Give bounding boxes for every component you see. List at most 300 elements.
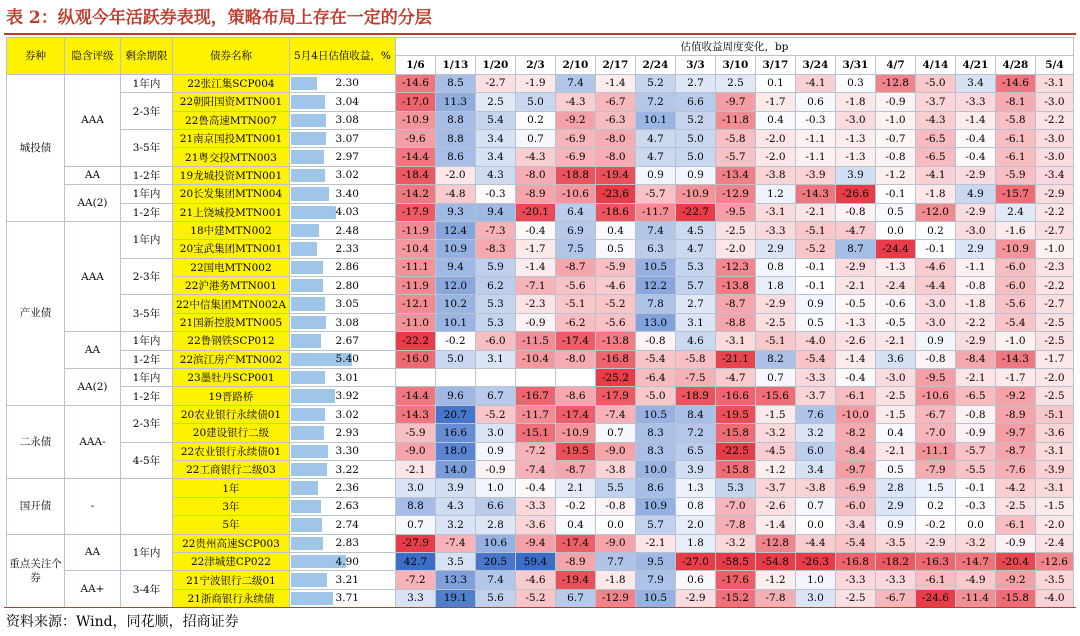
weekly-change-cell: 2.8: [875, 479, 915, 497]
weekly-change-cell: -7.8: [755, 589, 795, 607]
weekly-change-cell: -0.1: [795, 258, 835, 276]
yield-bar: [291, 500, 321, 513]
bond-name-cell: 20宝武集团MTN001: [173, 240, 290, 258]
rating-cell: AA(2): [65, 185, 121, 222]
yield-cell: [289, 111, 395, 129]
weekly-change-cell: -4.1: [915, 166, 955, 184]
yield-bar: [291, 316, 326, 329]
bond-name-cell: 22津城建CP022: [173, 552, 290, 570]
term-cell: 1-2年: [121, 387, 173, 405]
weekly-change-cell: 14.0: [435, 460, 475, 478]
yield-cell: [289, 405, 395, 423]
yield-value: 2.67: [335, 334, 359, 347]
weekly-change-cell: -16.6: [715, 387, 755, 405]
weekly-change-cell: -2.0: [435, 166, 475, 184]
table-row: [7, 74, 1074, 92]
yield-bar: [291, 169, 325, 182]
weekly-change-cell: -2.9: [915, 534, 955, 552]
term-cell: 1年内: [121, 221, 173, 258]
weekly-change-cell: -9.7: [835, 460, 875, 478]
weekly-change-cell: -9.5: [715, 203, 755, 221]
yield-bar: [291, 279, 323, 292]
yield-cell: [289, 516, 395, 534]
weekly-change-cell: -4.6: [915, 258, 955, 276]
weekly-change-cell: -0.5: [835, 295, 875, 313]
bond-name-cell: 20长发集团MTN004: [173, 185, 290, 203]
weekly-change-cell: -2.4: [875, 277, 915, 295]
weekly-change-cell: -12.3: [715, 258, 755, 276]
weekly-change-cell: -2.9: [955, 203, 995, 221]
weekly-change-cell: -0.9: [515, 313, 555, 331]
weekly-change-cell: -58.5: [715, 552, 755, 570]
weekly-change-cell: [555, 369, 595, 387]
weekly-change-cell: -2.9: [675, 589, 715, 607]
yield-value: 3.04: [335, 95, 359, 108]
weekly-change-cell: -22.5: [715, 442, 755, 460]
term-cell: 1-2年: [121, 203, 173, 221]
source-note: 资料来源：Wind，同花顺，招商证券: [6, 614, 239, 630]
weekly-change-cell: -5.9: [595, 258, 635, 276]
weekly-change-cell: 0.8: [755, 258, 795, 276]
yield-cell: [289, 203, 395, 221]
bond-name-cell: 5年: [173, 516, 290, 534]
weekly-change-cell: -19.5: [555, 442, 595, 460]
weekly-change-cell: 0.4: [595, 221, 635, 239]
weekly-change-cell: -23.6: [595, 185, 635, 203]
yield-cell: [289, 442, 395, 460]
yield-bar: [291, 481, 318, 494]
weekly-change-cell: -14.4: [395, 148, 435, 166]
weekly-change-cell: -1.7: [515, 240, 555, 258]
weekly-change-cell: -3.3: [835, 571, 875, 589]
weekly-change-cell: -5.8: [675, 350, 715, 368]
weekly-change-cell: -14.6: [995, 74, 1035, 92]
weekly-change-cell: -17.4: [555, 534, 595, 552]
weekly-change-cell: 3.2: [795, 424, 835, 442]
weekly-change-cell: -17.0: [395, 93, 435, 111]
weekly-change-cell: 8.2: [755, 350, 795, 368]
weekly-change-cell: -2.9: [1035, 185, 1073, 203]
weekly-change-cell: -3.3: [875, 571, 915, 589]
weekly-change-cell: -0.8: [955, 277, 995, 295]
rating-cell: AA: [65, 332, 121, 369]
weekly-change-cell: -2.1: [635, 534, 675, 552]
yield-value: 3.08: [335, 316, 359, 329]
weekly-change-cell: -1.8: [955, 295, 995, 313]
yield-cell: [289, 295, 395, 313]
weekly-change-cell: -1.2: [875, 166, 915, 184]
weekly-change-cell: -17.4: [555, 405, 595, 423]
weekly-change-cell: -1.7: [995, 369, 1035, 387]
yield-value: 2.63: [335, 500, 359, 513]
term-cell: 4-5年: [121, 442, 173, 479]
weekly-change-cell: -9.4: [515, 534, 555, 552]
weekly-change-cell: -6.2: [555, 313, 595, 331]
weekly-change-cell: 9.4: [475, 203, 515, 221]
weekly-change-cell: -19.4: [595, 166, 635, 184]
weekly-change-cell: -3.0: [875, 369, 915, 387]
week-header: 5/4: [1035, 56, 1073, 74]
weekly-change-cell: -1.2: [755, 571, 795, 589]
yield-value: 3.07: [335, 132, 359, 145]
bond-name-cell: 21南京国投MTN001: [173, 129, 290, 147]
weekly-change-cell: -5.6: [995, 295, 1035, 313]
yield-bar: [291, 150, 324, 163]
weekly-change-cell: -14.3: [995, 350, 1035, 368]
weekly-change-cell: 6.9: [555, 221, 595, 239]
weekly-change-cell: 5.2: [635, 74, 675, 92]
weekly-change-cell: 8.7: [835, 240, 875, 258]
term-cell: 2-3年: [121, 405, 173, 442]
weekly-change-cell: -2.7: [475, 74, 515, 92]
weekly-change-cell: 3.0: [475, 424, 515, 442]
weekly-change-cell: -54.8: [755, 552, 795, 570]
weekly-change-cell: 5.0: [675, 148, 715, 166]
weekly-change-cell: -1.0: [875, 111, 915, 129]
weekly-change-cell: -7.9: [915, 460, 955, 478]
yield-bar: [291, 77, 317, 90]
weekly-change-cell: -3.2: [715, 534, 755, 552]
weekly-change-cell: -9.0: [395, 442, 435, 460]
weekly-change-cell: -2.2: [1035, 111, 1073, 129]
weekly-change-cell: -17.9: [395, 203, 435, 221]
weekly-change-cell: 3.1: [475, 350, 515, 368]
weekly-change-cell: -0.2: [435, 332, 475, 350]
weekly-change-cell: 0.9: [915, 332, 955, 350]
weekly-change-cell: 1.8: [755, 277, 795, 295]
weekly-change-cell: 8.4: [675, 405, 715, 423]
yield-value: 2.83: [335, 537, 359, 550]
weekly-change-cell: 1.0: [795, 571, 835, 589]
weekly-change-cell: 3.4: [475, 148, 515, 166]
weekly-change-cell: -14.6: [395, 74, 435, 92]
weekly-change-cell: -8.7: [715, 295, 755, 313]
weekly-change-cell: -8.7: [555, 258, 595, 276]
yield-cell: [289, 424, 395, 442]
weekly-change-cell: -5.7: [715, 148, 755, 166]
weekly-change-cell: -12.0: [915, 203, 955, 221]
weekly-change-cell: -3.2: [755, 424, 795, 442]
rating-cell: AA: [65, 166, 121, 184]
weekly-change-cell: 0.4: [755, 111, 795, 129]
weekly-change-cell: -7.4: [435, 534, 475, 552]
weekly-change-cell: -1.7: [755, 93, 795, 111]
weekly-change-cell: 0.7: [595, 424, 635, 442]
weekly-change-cell: 3.0: [395, 479, 435, 497]
week-header: 3/3: [675, 56, 715, 74]
weekly-change-cell: -17.9: [595, 387, 635, 405]
term-cell: 2-3年: [121, 258, 173, 295]
term-cell: 2-3年: [121, 93, 173, 130]
yield-value: 3.02: [335, 169, 359, 182]
weekly-change-cell: -27.0: [675, 552, 715, 570]
weekly-change-cell: -6.5: [955, 387, 995, 405]
weekly-change-cell: -3.2: [955, 534, 995, 552]
weekly-change-cell: 12.4: [435, 221, 475, 239]
weekly-change-cell: -15.1: [515, 424, 555, 442]
weekly-change-cell: -3.1: [1035, 74, 1073, 92]
weekly-change-cell: -4.0: [795, 332, 835, 350]
weekly-change-cell: -7.2: [395, 571, 435, 589]
weekly-change-cell: -12.1: [395, 295, 435, 313]
weekly-change-cell: -8.9: [515, 185, 555, 203]
weekly-change-cell: -1.8: [835, 93, 875, 111]
header-yield: 5月4日估值收益，%: [289, 38, 395, 75]
weekly-change-cell: 0.9: [795, 295, 835, 313]
yield-value: 2.48: [335, 224, 359, 237]
weekly-change-cell: -12.6: [1035, 552, 1073, 570]
weekly-change-cell: -5.2: [515, 589, 555, 607]
weekly-change-cell: -5.4: [995, 313, 1035, 331]
weekly-change-cell: 3.5: [435, 552, 475, 570]
weekly-change-cell: -1.2: [755, 460, 795, 478]
week-header: 1/13: [435, 56, 475, 74]
weekly-change-cell: -24.4: [875, 240, 915, 258]
yield-bar: [291, 389, 335, 402]
header-term: 剩余期限: [121, 38, 173, 75]
weekly-change-cell: [515, 369, 555, 387]
weekly-change-cell: -1.4: [755, 516, 795, 534]
weekly-change-cell: -6.9: [835, 479, 875, 497]
weekly-change-cell: 0.2: [515, 111, 555, 129]
weekly-change-cell: 7.9: [635, 571, 675, 589]
weekly-change-cell: 4.6: [675, 332, 715, 350]
weekly-change-cell: -7.1: [515, 277, 555, 295]
weekly-change-cell: -9.6: [395, 129, 435, 147]
weekly-change-cell: -9.0: [595, 442, 635, 460]
yield-cell: [289, 369, 395, 387]
weekly-change-cell: 5.0: [675, 129, 715, 147]
yield-value: 2.33: [335, 242, 359, 255]
weekly-change-cell: -2.9: [955, 332, 995, 350]
weekly-change-cell: -1.7: [1035, 350, 1073, 368]
weekly-change-cell: -0.1: [875, 185, 915, 203]
weekly-change-cell: -6.7: [915, 405, 955, 423]
weekly-change-cell: -10.6: [555, 185, 595, 203]
week-header: 2/24: [635, 56, 675, 74]
weekly-change-cell: 5.6: [475, 589, 515, 607]
weekly-change-cell: 3.9: [835, 166, 875, 184]
weekly-change-cell: -9.0: [595, 534, 635, 552]
weekly-change-cell: -5.2: [475, 405, 515, 423]
yield-value: 3.01: [335, 371, 359, 384]
weekly-change-cell: -14.2: [395, 185, 435, 203]
weekly-change-cell: 5.5: [595, 479, 635, 497]
weekly-change-cell: 1.3: [675, 479, 715, 497]
term-cell: 1-2年: [121, 350, 173, 368]
bond-name-cell: 22朝阳国资MTN001: [173, 93, 290, 111]
weekly-change-cell: -3.9: [795, 166, 835, 184]
weekly-change-cell: 5.0: [435, 350, 475, 368]
bond-name-cell: 22沪港务MTN001: [173, 277, 290, 295]
weekly-change-cell: -0.1: [955, 479, 995, 497]
table-title: 表 2：纵观今年活跃券表现，策略布局上存在一定的分层: [6, 8, 432, 28]
yield-value: 2.74: [335, 518, 359, 531]
weekly-change-cell: 0.7: [795, 497, 835, 515]
weekly-change-cell: 6.6: [675, 93, 715, 111]
term-cell: 3-5年: [121, 129, 173, 166]
weekly-change-cell: 42.7: [395, 552, 435, 570]
weekly-change-cell: -5.0: [915, 74, 955, 92]
weekly-change-cell: 0.7: [395, 516, 435, 534]
weekly-change-cell: 0.9: [675, 166, 715, 184]
weekly-change-cell: -10.4: [515, 350, 555, 368]
weekly-change-cell: 3.4: [955, 74, 995, 92]
weekly-change-cell: 8.6: [435, 148, 475, 166]
yield-cell: [289, 350, 395, 368]
weekly-change-cell: 18.0: [435, 442, 475, 460]
weekly-change-cell: -0.7: [875, 129, 915, 147]
weekly-change-cell: -3.0: [835, 111, 875, 129]
weekly-change-cell: -11.7: [635, 203, 675, 221]
yield-value: 3.02: [335, 408, 359, 421]
weekly-change-cell: -10.4: [395, 240, 435, 258]
weekly-change-cell: 3.9: [675, 460, 715, 478]
yield-value: 3.40: [335, 187, 359, 200]
weekly-change-cell: 6.4: [555, 203, 595, 221]
week-header: 3/10: [715, 56, 755, 74]
weekly-change-cell: -19.4: [555, 571, 595, 589]
yield-cell: [289, 166, 395, 184]
weekly-change-cell: -2.5: [995, 497, 1035, 515]
weekly-change-cell: -10.9: [995, 240, 1035, 258]
week-header: 4/14: [915, 56, 955, 74]
weekly-change-cell: -2.6: [835, 332, 875, 350]
weekly-change-cell: 0.1: [755, 74, 795, 92]
weekly-change-cell: -4.6: [515, 571, 555, 589]
weekly-change-cell: 2.1: [555, 479, 595, 497]
weekly-change-cell: 12.0: [435, 277, 475, 295]
weekly-change-cell: -8.9: [555, 552, 595, 570]
weekly-change-cell: -14.4: [395, 387, 435, 405]
weekly-change-cell: 10.1: [635, 111, 675, 129]
weekly-change-cell: -6.3: [595, 111, 635, 129]
weekly-change-cell: -11.1: [915, 442, 955, 460]
weekly-change-cell: -25.2: [595, 369, 635, 387]
weekly-change-cell: 0.5: [595, 240, 635, 258]
weekly-change-cell: -2.0: [1035, 369, 1073, 387]
weekly-change-cell: 0.9: [475, 442, 515, 460]
yield-cell: [289, 589, 395, 607]
weekly-change-cell: -8.4: [955, 350, 995, 368]
weekly-change-cell: -2.0: [755, 129, 795, 147]
weekly-change-cell: 20.5: [475, 552, 515, 570]
weekly-change-cell: 10.9: [435, 240, 475, 258]
bond-name-cell: 23墨牡丹SCP001: [173, 369, 290, 387]
weekly-change-cell: 7.4: [475, 571, 515, 589]
weekly-change-cell: -26.3: [795, 552, 835, 570]
weekly-change-cell: -3.3: [955, 93, 995, 111]
weekly-change-cell: -3.4: [835, 516, 875, 534]
yield-bar: [291, 224, 319, 237]
table-row: [7, 405, 1074, 423]
bond-name-cell: 21上饶城投MTN001: [173, 203, 290, 221]
weekly-change-cell: -18.8: [555, 166, 595, 184]
weekly-change-cell: 0.9: [635, 166, 675, 184]
weekly-change-cell: -4.7: [835, 221, 875, 239]
weekly-change-cell: 12.2: [635, 277, 675, 295]
weekly-change-cell: 0.3: [835, 74, 875, 92]
weekly-change-cell: -18.9: [675, 387, 715, 405]
weekly-change-cell: -6.5: [915, 148, 955, 166]
weekly-change-cell: -11.0: [395, 313, 435, 331]
weekly-change-cell: 10.6: [475, 534, 515, 552]
weekly-change-cell: -6.1: [995, 148, 1035, 166]
term-cell: 1年内: [121, 369, 173, 387]
weekly-change-cell: -3.8: [795, 479, 835, 497]
weekly-change-cell: -12.9: [595, 589, 635, 607]
weekly-change-cell: -14.3: [795, 185, 835, 203]
weekly-change-cell: 19.1: [435, 589, 475, 607]
weekly-change-cell: -1.1: [795, 129, 835, 147]
yield-value: 2.30: [335, 77, 359, 90]
weekly-change-cell: -26.6: [835, 185, 875, 203]
weekly-change-cell: -3.8: [755, 166, 795, 184]
yield-value: 2.93: [335, 426, 359, 439]
weekly-change-cell: 5.7: [675, 277, 715, 295]
weekly-change-cell: -0.4: [835, 369, 875, 387]
rating-cell: AAA: [65, 221, 121, 331]
weekly-change-cell: -5.7: [955, 442, 995, 460]
table-row: [7, 479, 1074, 497]
weekly-change-cell: -15.2: [715, 589, 755, 607]
weekly-change-cell: -6.7: [595, 93, 635, 111]
weekly-change-cell: 0.2: [915, 497, 955, 515]
title-underline: [4, 33, 1076, 35]
weekly-change-cell: -5.1: [795, 221, 835, 239]
weekly-change-cell: -8.7: [995, 442, 1035, 460]
weekly-change-cell: -1.4: [515, 258, 555, 276]
weekly-change-cell: -27.9: [395, 534, 435, 552]
weekly-change-cell: 1.8: [675, 534, 715, 552]
yield-bar: [291, 592, 333, 605]
weekly-change-cell: -3.9: [1035, 460, 1073, 478]
header-weekly-change: 估值收益周度变化，bp: [395, 38, 1073, 56]
weekly-change-cell: 4.9: [955, 185, 995, 203]
week-header: 2/3: [515, 56, 555, 74]
weekly-change-cell: -0.8: [635, 332, 675, 350]
week-header: 2/17: [595, 56, 635, 74]
term-cell: 1年内: [121, 185, 173, 203]
week-header: 4/7: [875, 56, 915, 74]
yield-value: 2.86: [335, 261, 359, 274]
weekly-change-cell: -16.3: [915, 552, 955, 570]
weekly-change-cell: -8.3: [475, 240, 515, 258]
weekly-change-cell: -0.9: [875, 93, 915, 111]
table-row: [7, 185, 1074, 203]
weekly-change-cell: -11.9: [395, 277, 435, 295]
weekly-change-cell: -9.2: [995, 571, 1035, 589]
weekly-change-cell: -20.1: [515, 203, 555, 221]
weekly-change-cell: -3.7: [915, 93, 955, 111]
weekly-change-cell: 2.0: [675, 516, 715, 534]
term-cell: 3-5年: [121, 295, 173, 332]
weekly-change-cell: -2.9: [955, 166, 995, 184]
weekly-change-cell: 4.3: [475, 166, 515, 184]
rating-cell: AA: [65, 534, 121, 571]
term-cell: 1-2年: [121, 166, 173, 184]
weekly-change-cell: -2.1: [955, 369, 995, 387]
yield-value: 2.97: [335, 151, 359, 164]
week-header: 1/20: [475, 56, 515, 74]
weekly-change-cell: 0.6: [795, 93, 835, 111]
weekly-change-cell: 6.7: [555, 589, 595, 607]
weekly-change-cell: -0.6: [875, 295, 915, 313]
weekly-change-cell: -2.5: [755, 313, 795, 331]
weekly-change-cell: -4.6: [595, 277, 635, 295]
weekly-change-cell: 3.4: [475, 129, 515, 147]
weekly-change-cell: 8.8: [395, 497, 435, 515]
